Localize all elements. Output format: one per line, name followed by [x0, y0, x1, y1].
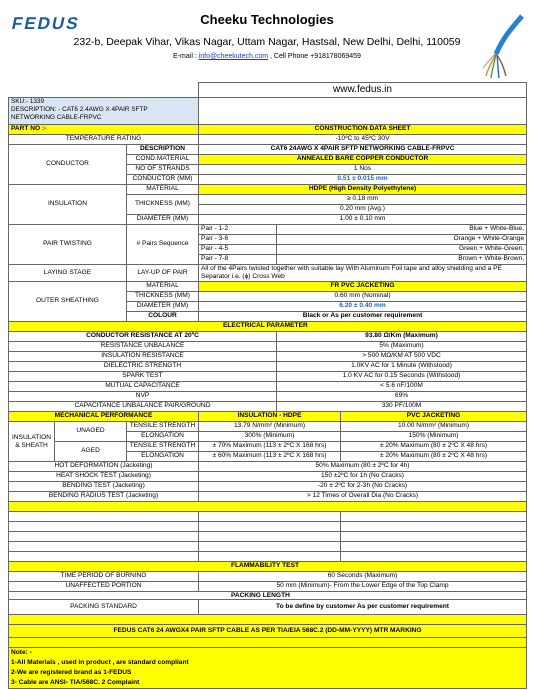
empty-cell	[199, 542, 341, 552]
empty-cell	[199, 522, 341, 532]
col-insulation: INSULATION - HDPE	[199, 412, 341, 422]
elec-label: SPARK TEST	[9, 372, 277, 382]
empty-row	[9, 532, 527, 542]
temp-label: TEMPERATURE RATING	[9, 135, 199, 145]
sheath-colour-value: Black or As per customer requirement	[199, 312, 527, 322]
laying-value: All of the 4Pairs twisted together with suitable lay With Aluminum Foil tape and alloy shielding and a PE Separator i.e. (ϕ) Cross Web	[199, 265, 527, 282]
unaged-tensile-pvc: 10.00 N/mm² (Minimum)	[341, 422, 527, 432]
test-label: BENDING TEST (Jacketing)	[9, 482, 199, 492]
empty-cell	[341, 542, 527, 552]
pair-name: Pair - 4-5	[199, 245, 277, 255]
cond-dia-value: 0.51 ± 0.015 mm	[199, 175, 527, 185]
yellow-spacer	[9, 502, 527, 512]
sheath-material-row	[9, 282, 527, 292]
aged-tensile-pvc: ± 20% Maximum (80 ± 2ºC X 48 hrs)	[341, 442, 527, 452]
sheath-colour-label: COLOUR	[127, 312, 199, 322]
sheath-dia-label: DIAMETER (MM)	[127, 302, 199, 312]
ins-thick-label: THICKNESS (MM)	[127, 195, 199, 215]
electrical-title: ELECTRICAL PARAMETER	[9, 322, 527, 332]
pair-color: Green + White-Green,	[277, 245, 527, 255]
empty-row	[9, 542, 527, 552]
elec-row	[9, 332, 527, 342]
note-3: 3- Cable are ANSI- TIA/568C. 2 Complaint	[11, 679, 140, 686]
datasheet	[8, 8, 526, 689]
ins-dia-label: DIAMETER (MM)	[127, 215, 199, 225]
empty-cell	[9, 522, 199, 532]
empty-cell	[9, 532, 199, 542]
aged-elong-pvc: ± 20% Maximum (80 ± 2ºC X 48 hrs)	[341, 452, 527, 462]
ins-material-label: MATERIAL	[127, 185, 199, 195]
empty-cell	[9, 512, 199, 522]
test-label: BENDING RADIUS TEST (Jacketing)	[9, 492, 199, 502]
elec-value: 5% (Maximum)	[277, 342, 527, 352]
empty-row	[9, 512, 527, 522]
ins-material-value: HDPE (High Density Polyethylene)	[199, 185, 527, 195]
mech-title-row	[9, 412, 527, 422]
packing-row	[9, 600, 527, 615]
elec-row	[9, 402, 527, 412]
sheath-material-value: FR PVC JACKETING	[199, 282, 527, 292]
test-value: 50% Maximum (80 ± 2ºC for 4h)	[199, 462, 527, 472]
sheath-thick-label: THICKNESS (MM)	[127, 292, 199, 302]
test-label: HEAT SHOCK TEST (Jacketing)	[9, 472, 199, 482]
packing-label: PACKING STANDARD	[9, 600, 199, 615]
yellow-spacer	[9, 615, 527, 625]
temp-value: -10ºC to 45ºC 30V	[199, 135, 527, 145]
elec-row	[9, 372, 527, 382]
elec-row	[9, 392, 527, 402]
mech-group: INSULATION & SHEATH	[9, 422, 55, 462]
sheath-dia-value: 6.20 ± 0.40 mm	[199, 302, 527, 312]
desc-label: DESCRIPTION	[127, 145, 199, 155]
aged-label: AGED	[55, 442, 127, 462]
test-row	[9, 462, 527, 472]
elec-label: NVP	[9, 392, 277, 402]
notes-head: Note: -	[11, 649, 32, 656]
email-label: E-mail :	[173, 53, 199, 60]
col-pvc: PVC JACKETING	[341, 412, 527, 422]
pair-name: Pair - 7-8	[199, 255, 277, 265]
yellow-bar	[9, 638, 527, 648]
unaged-tensile-ins: 13.79 N/mm² (Minimum)	[199, 422, 341, 432]
cond-material-value: ANNEALED BARE COPPER CONDUCTOR	[199, 155, 527, 165]
pair-name: Pair - 3-6	[199, 235, 277, 245]
elec-label: MUTUAL CAPACITANCE	[9, 382, 277, 392]
packing-value: To be define by customer As per customer requirement	[199, 600, 527, 615]
website: www.fedus.in	[199, 83, 527, 98]
pair-name: Pair - 1-2	[199, 225, 277, 235]
marking-title: FEDUS CAT6 24 AWGX4 PAIR SFTP CABLE AS PER TIA/EIA 568C.2 (DD-MM-YYYY) MTR MARKING	[9, 625, 527, 638]
packing-title-row	[9, 592, 527, 600]
elec-label: CONDUCTOR RESISTANCE AT 20ºC	[9, 332, 277, 342]
empty-cell	[9, 542, 199, 552]
note-2: 2-We are registered brand as 1-FEDUS	[11, 669, 132, 676]
sku-desc-2: NETWORKING CABLE-FRPVC	[11, 114, 102, 121]
cable-image	[482, 14, 526, 80]
unaged-elong-pvc: 150% (Minimum)	[341, 432, 527, 442]
ins-thick-min: ≥ 0.18 mm	[199, 195, 527, 205]
tensile-label: TENSILE STRENGTH	[127, 442, 199, 452]
laying-label: LAYING STAGE	[9, 265, 127, 282]
company-name: Cheeku Technologies	[200, 12, 334, 27]
test-row	[9, 482, 527, 492]
company-address: 232-b, Deepak Vihar, Vikas Nagar, Uttam Nagar, Hastsal, New Delhi, Delhi, 110059	[73, 36, 461, 48]
notes-row	[9, 648, 527, 689]
test-row	[9, 492, 527, 502]
empty-cell	[199, 552, 341, 562]
pair-color: Brown + White-Brown,	[277, 255, 527, 265]
conductor-group: CONDUCTOR	[9, 145, 127, 185]
aged-tensile-ins: ± 70% Maximum (113 ± 2ºC X 168 hrs)	[199, 442, 341, 452]
elongation-label: ELONGATION	[127, 452, 199, 462]
cond-dia-label: CONDUCTOR (MM)	[127, 175, 199, 185]
strands-label: NO OF STRANDS	[127, 165, 199, 175]
pairs-seq-label: # Pairs Sequence	[127, 225, 199, 265]
yellow-bar	[9, 615, 527, 625]
cell-phone: , Cell Phone +918178069459	[268, 53, 361, 60]
elec-label: CAPACITANCE UNBALANCE PAIR/GROUND	[9, 402, 277, 412]
empty-cell	[341, 522, 527, 532]
empty-cell	[341, 532, 527, 542]
elec-label: INSULATION RESISTANCE	[9, 352, 277, 362]
conductor-desc-row	[9, 145, 527, 155]
electrical-title-row	[9, 322, 527, 332]
test-value: -20 ± 2ºC for 2-3h (No Cracks)	[199, 482, 527, 492]
website-row	[9, 83, 527, 98]
sheath-material-label: MATERIAL	[127, 282, 199, 292]
empty-cell	[341, 512, 527, 522]
sku-blank	[199, 98, 527, 125]
part-row	[9, 125, 527, 135]
spec-table	[8, 82, 527, 689]
empty-cell	[199, 512, 341, 522]
flammability-title-row	[9, 562, 527, 572]
burn-row	[9, 572, 527, 582]
sheath-group: OUTER SHEATHING	[9, 282, 127, 322]
elec-row	[9, 362, 527, 372]
insulation-group: INSULATION	[9, 185, 127, 225]
sku-row	[9, 98, 527, 125]
desc-value: CAT6 24AWG X 4PAIR SFTP NETWORKING CABLE-FRPVC	[199, 145, 527, 155]
email-link[interactable]: info@cheekutech.com	[198, 53, 269, 60]
unaffected-value: 50 mm (Minimum)- From the Lower Edge of the Top Clamp	[199, 582, 527, 592]
empty-row	[9, 552, 527, 562]
elec-value: 93.80 Ω/Km (Maximum)	[277, 332, 527, 342]
header	[8, 8, 526, 82]
mech-row	[9, 442, 527, 452]
part-no: PART NO :-	[9, 125, 199, 135]
burn-label: TIME PERIOD OF BURNING	[9, 572, 199, 582]
sheath-thick-value: 0.60 mm (Nominal)	[199, 292, 527, 302]
cond-material-label: COND.MATERIAL	[127, 155, 199, 165]
empty-cell	[199, 532, 341, 542]
elongation-label: ELONGATION	[127, 432, 199, 442]
sku-desc-1: DESCRIPTION: - CAT6 2.4AWG X 4PAIR SFTP	[11, 106, 148, 113]
strands-value: 1 Nos	[199, 165, 527, 175]
unaffected-row	[9, 582, 527, 592]
aged-elong-ins: ± 60% Maximum (113 ± 2ºC X 168 hrs)	[199, 452, 341, 462]
burn-value: 60 Seconds (Maximum)	[199, 572, 527, 582]
marking-row	[9, 625, 527, 638]
empty-cell	[9, 552, 199, 562]
elec-value: 1.0KV AC for 1 Minute (Withstood)	[277, 362, 527, 372]
yellow-spacer	[9, 638, 527, 648]
twisting-group: PAIR TWISTING	[9, 225, 127, 265]
yellow-bar	[9, 502, 527, 512]
elec-value: 330 PF/100M	[277, 402, 527, 412]
tensile-label: TENSILE STRENGTH	[127, 422, 199, 432]
pair-color: Blue + White-Blue,	[277, 225, 527, 235]
elec-row	[9, 342, 527, 352]
test-value: 150 ±2ºC for 1h (No Cracks)	[199, 472, 527, 482]
unaged-label: UNAGED	[55, 422, 127, 442]
test-value: > 12 Times of Overall Dia (No Cracks)	[199, 492, 527, 502]
elec-row	[9, 382, 527, 392]
unaffected-label: UNAFFECTED PORTION	[9, 582, 199, 592]
brand-logo: FEDUS	[10, 14, 82, 33]
elec-value: > 500 MΩ/KM AT 500 VDC	[277, 352, 527, 362]
laying-sub: LAY-UP OF PAIR	[127, 265, 199, 282]
ins-dia-value: 1.00 ± 0.10 mm	[199, 215, 527, 225]
ins-thick-avg: 0.20 mm (Avg.)	[199, 205, 527, 215]
contact-line	[8, 53, 526, 60]
notes	[9, 648, 527, 689]
unaged-elong-ins: 300% (Minimum)	[199, 432, 341, 442]
note-1: 1-All Materials , used in product , are standard compliant	[11, 659, 189, 666]
flammability-title: FLAMMABILITY TEST	[9, 562, 527, 572]
elec-value: 69%	[277, 392, 527, 402]
mechanical-title: MECHANICAL PERFORMANCE	[9, 412, 199, 422]
packing-title: PACKING LENGTH	[9, 592, 527, 600]
test-label: HOT DEFORMATION (Jacketing)	[9, 462, 199, 472]
ins-material-row	[9, 185, 527, 195]
pair-row	[9, 225, 527, 235]
laying-row	[9, 265, 527, 282]
elec-label: DIELECTRIC STRENGTH	[9, 362, 277, 372]
elec-label: RESISTANCE UNBALANCE	[9, 342, 277, 352]
elec-row	[9, 352, 527, 362]
elec-value: < 5.6 nF/100M	[277, 382, 527, 392]
sku-block	[9, 98, 199, 125]
elec-value: 1.0 KV AC for 0.15 Seconds (Withstood)	[277, 372, 527, 382]
temp-row	[9, 135, 527, 145]
sku-number: SKU:- 1339	[11, 98, 45, 105]
mech-row	[9, 422, 527, 432]
pair-color: Orange + White-Orange	[277, 235, 527, 245]
test-row	[9, 472, 527, 482]
empty-cell	[341, 552, 527, 562]
construction-title: CONSTRUCTION DATA SHEET	[199, 125, 527, 135]
empty-row	[9, 522, 527, 532]
